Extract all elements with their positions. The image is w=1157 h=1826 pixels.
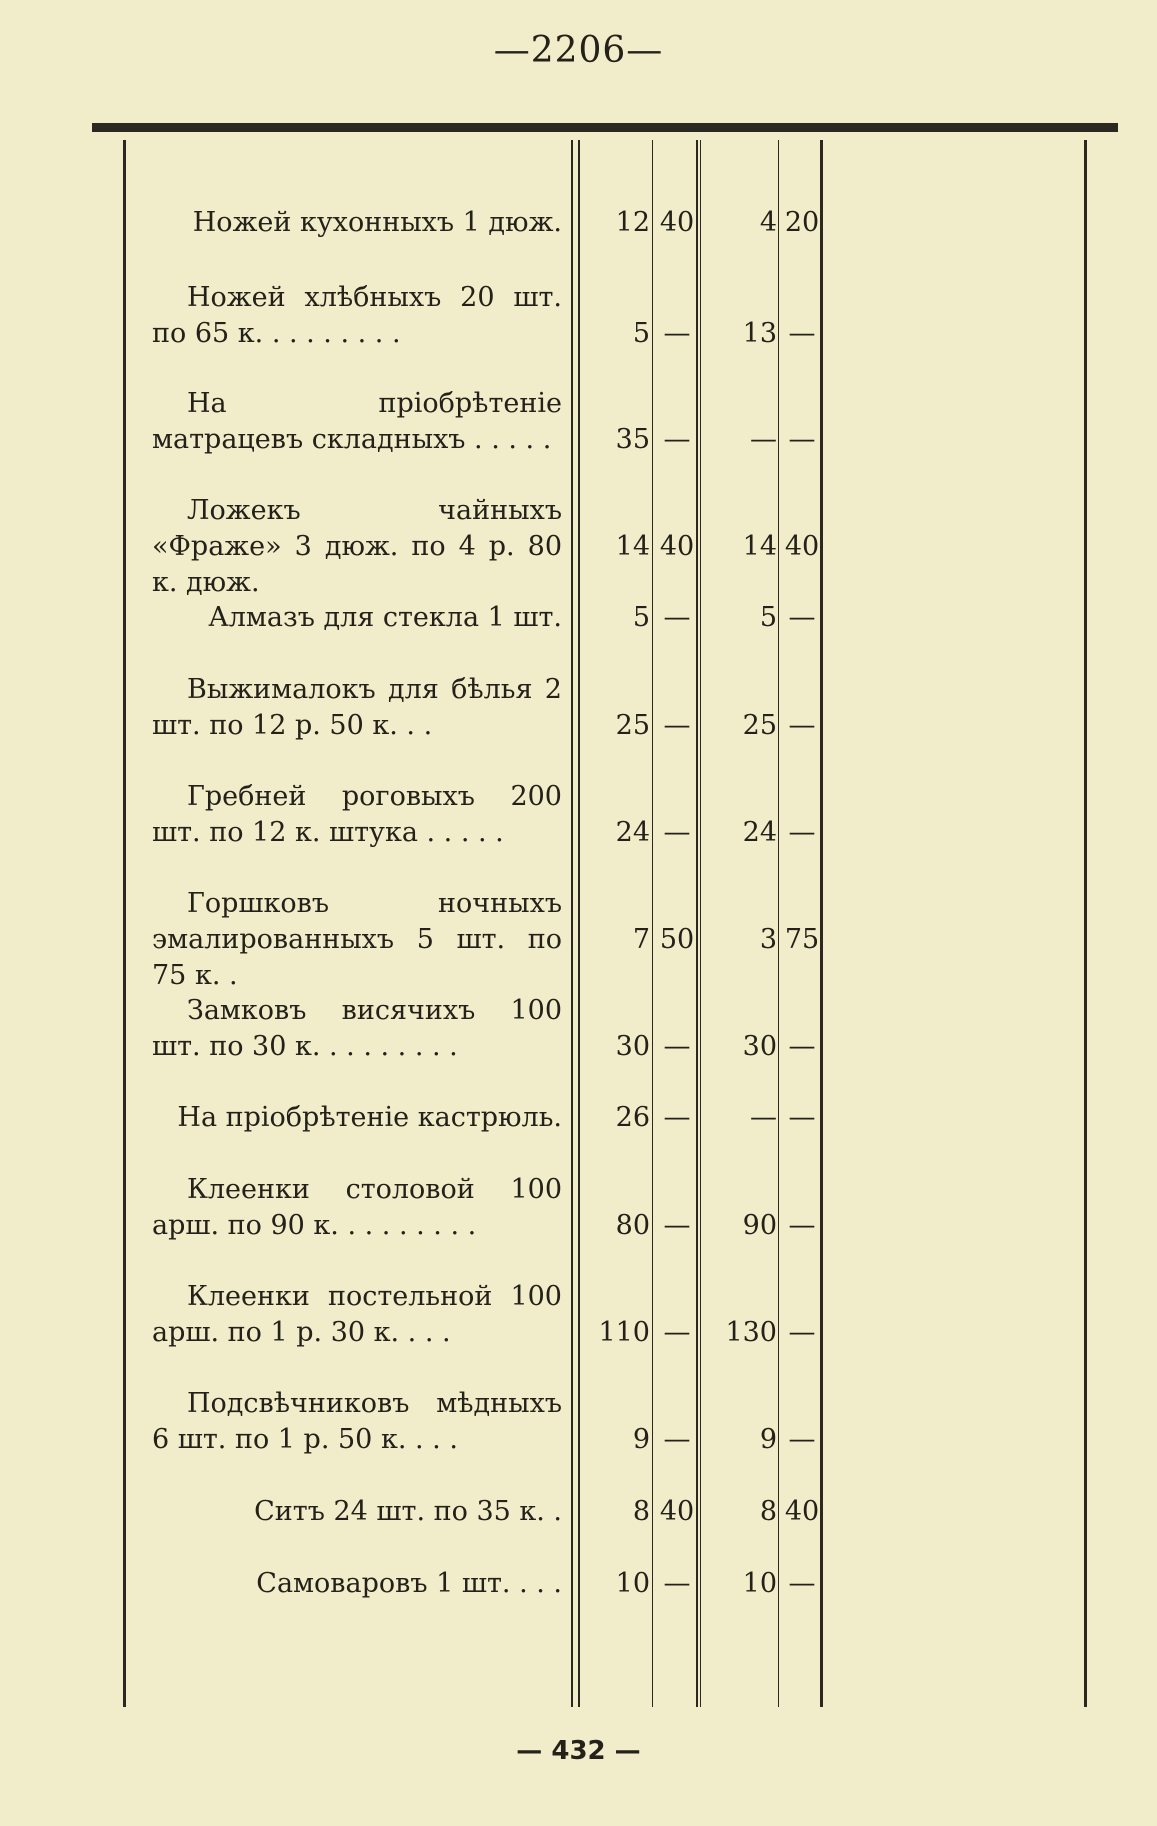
amount-rubles: 26: [615, 1102, 650, 1133]
amount-kopecks: —: [663, 1568, 691, 1599]
column-divider: [571, 140, 573, 1707]
amount-rubles: 110: [598, 1317, 650, 1348]
amount-kopecks-2: 75: [784, 924, 820, 955]
amount-rubles-2: 130: [725, 1317, 777, 1348]
amount-rubles-2: 24: [742, 817, 777, 848]
amount-rubles: 12: [615, 207, 650, 238]
column-divider: [820, 140, 823, 1707]
amount-rubles-2: 5: [759, 602, 777, 633]
amount-kopecks: —: [663, 1031, 691, 1062]
amount-kopecks: 50: [659, 924, 695, 955]
column-divider: [696, 140, 698, 1707]
amount-kopecks: —: [663, 1317, 691, 1348]
column-divider: [652, 140, 653, 1707]
amount-rubles-2: 9: [759, 1424, 777, 1455]
amount-rubles: 9: [632, 1424, 650, 1455]
amount-rubles: 10: [615, 1568, 650, 1599]
item-description: Ложекъ чайныхъ «Фраже» 3 дюж. по 4 р. 80 к. дюж.: [152, 495, 562, 598]
amount-kopecks-2: 40: [784, 1496, 820, 1527]
amount-kopecks-2: —: [788, 1031, 816, 1062]
amount-kopecks: 40: [659, 531, 695, 562]
column-divider: [778, 140, 779, 1707]
amount-kopecks-2: —: [788, 424, 816, 455]
amount-kopecks-2: —: [788, 1568, 816, 1599]
amount-rubles: 5: [632, 318, 650, 349]
amount-kopecks: —: [663, 318, 691, 349]
amount-kopecks: —: [663, 424, 691, 455]
amount-rubles: 80: [615, 1210, 650, 1241]
amount-kopecks: —: [663, 710, 691, 741]
amount-rubles-2: —: [750, 1102, 777, 1133]
item-description: Ножей хлѣбныхъ 20 шт. по 65 к. . . . . . . . .: [152, 282, 562, 349]
amount-rubles: 24: [615, 817, 650, 848]
amount-rubles-2: 10: [742, 1568, 777, 1599]
item-description: Клеенки постельной 100 арш. по 1 р. 30 к. . . .: [152, 1281, 562, 1348]
table-left-border: [123, 140, 126, 1707]
amount-kopecks-2: —: [788, 318, 816, 349]
amount-rubles-2: —: [750, 424, 777, 455]
amount-kopecks-2: —: [788, 1102, 816, 1133]
amount-kopecks-2: —: [788, 1210, 816, 1241]
amount-rubles-2: 3: [759, 924, 777, 955]
amount-kopecks-2: 40: [784, 531, 820, 562]
amount-rubles: 35: [615, 424, 650, 455]
amount-rubles: 14: [615, 531, 650, 562]
item-description: Горшковъ ночныхъ эмалированныхъ 5 шт. по 75 к. .: [152, 888, 562, 991]
amount-kopecks: 40: [659, 1496, 695, 1527]
amount-kopecks: 40: [659, 207, 695, 238]
amount-kopecks: —: [663, 602, 691, 633]
amount-rubles-2: 25: [742, 710, 777, 741]
page-number: —2206—: [493, 30, 664, 71]
amount-kopecks-2: —: [788, 1317, 816, 1348]
amount-rubles: 30: [615, 1031, 650, 1062]
amount-kopecks: —: [663, 817, 691, 848]
amount-kopecks-2: —: [788, 1424, 816, 1455]
table-right-border: [1084, 140, 1087, 1707]
amount-rubles-2: 4: [759, 207, 777, 238]
amount-rubles-2: 90: [742, 1210, 777, 1241]
amount-rubles: 7: [632, 924, 650, 955]
item-description: Ситъ 24 шт. по 35 к. .: [254, 1496, 562, 1527]
header-rule: [92, 123, 1118, 132]
amount-rubles-2: 8: [759, 1496, 777, 1527]
amount-rubles: 25: [615, 710, 650, 741]
amount-rubles-2: 30: [742, 1031, 777, 1062]
item-description: На пріобрѣтеніе матрацевъ складныхъ . . . . .: [152, 388, 562, 455]
item-description: На пріобрѣтеніе кастрюль.: [177, 1102, 562, 1133]
item-description: Алмазъ для стекла 1 шт.: [208, 602, 562, 633]
item-description: Замковъ висячихъ 100 шт. по 30 к. . . . . . . . .: [152, 995, 562, 1062]
item-description: Клеенки столовой 100 арш. по 90 к. . . . . . . . .: [152, 1174, 562, 1241]
amount-kopecks-2: —: [788, 710, 816, 741]
amount-rubles: 8: [632, 1496, 650, 1527]
item-description: Ножей кухонныхъ 1 дюж.: [192, 207, 562, 238]
amount-kopecks: —: [663, 1210, 691, 1241]
amount-kopecks: —: [663, 1102, 691, 1133]
item-description: Подсвѣчниковъ мѣдныхъ 6 шт. по 1 р. 50 к. . . .: [152, 1388, 562, 1455]
amount-kopecks-2: 20: [784, 207, 820, 238]
amount-kopecks-2: —: [788, 817, 816, 848]
amount-rubles-2: 14: [742, 531, 777, 562]
sheet-number: — 432 —: [516, 1736, 641, 1766]
amount-rubles-2: 13: [742, 318, 777, 349]
amount-rubles: 5: [632, 602, 650, 633]
amount-kopecks-2: —: [788, 602, 816, 633]
item-description: Гребней роговыхъ 200 шт. по 12 к. штука . . . . .: [152, 781, 562, 848]
item-description: Выжималокъ для бѣлья 2 шт. по 12 р. 50 к. . .: [152, 674, 562, 741]
item-description: Самоваровъ 1 шт. . . .: [256, 1568, 562, 1599]
amount-kopecks: —: [663, 1424, 691, 1455]
